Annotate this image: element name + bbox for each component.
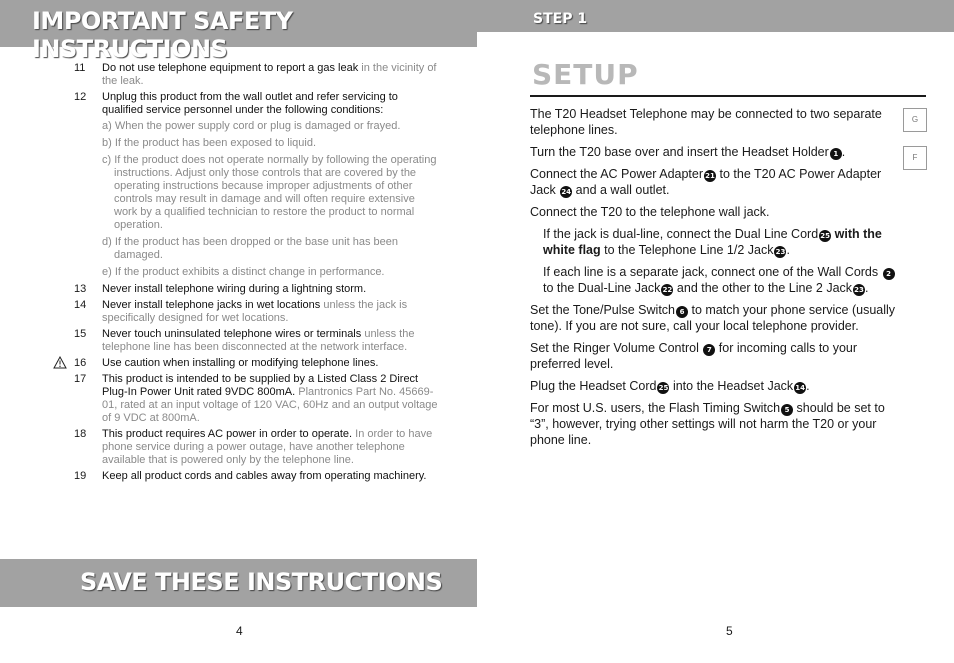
- item-rest: Plantronics Part No. 45669-01, rated at an input voltage of 120 VAC, 60Hz and an output voltage of 9 VDC at 800mA.: [102, 386, 438, 424]
- safety-list: [64, 62, 439, 486]
- callout-badge: 6: [676, 306, 688, 318]
- save-instructions-banner: [0, 559, 477, 607]
- language-tab-g[interactable]: G: [903, 108, 927, 132]
- callout-badge: 5: [781, 404, 793, 416]
- list-item: [64, 283, 439, 296]
- paragraph: If each line is a separate jack, connect one of the Wall Cords 2 to the Dual-Line Jack 22 and the other to the Line 2 Jack 23.: [530, 264, 902, 296]
- list-item: [64, 328, 439, 354]
- item-lead: Use caution when installing or modifying telephone lines.: [102, 357, 379, 369]
- callout-badge: 23: [854, 286, 864, 294]
- item-lead: Never install telephone jacks in wet locations: [102, 299, 321, 311]
- callout-badge: 21: [705, 172, 715, 180]
- item-rest: In order to have phone service during a power outage, have another telephone available that is powered only by the telephone line.: [102, 428, 433, 466]
- paragraph: Set the Tone/Pulse Switch 6 to match your phone service (usually tone). If you are not sure, call your local telephone provider.: [530, 303, 896, 333]
- callout-badge: 25: [820, 232, 831, 240]
- page-number-right: 5: [726, 624, 733, 638]
- setup-instructions: [530, 106, 902, 454]
- callout-badge: 25: [658, 384, 669, 392]
- sub-item: d) If the product has been dropped or the base unit has been damaged.: [102, 236, 398, 261]
- callout-badge: 14: [795, 384, 806, 392]
- item-lead: Do not use telephone equipment to report a gas leak: [102, 62, 359, 74]
- list-item: [64, 357, 439, 370]
- callout-badge: 1: [830, 148, 842, 160]
- warning-triangle-icon: [53, 356, 67, 369]
- paragraph: If the jack is dual-line, connect the Dual Line Cord 25 with the white flag to the Telephone Line 1/2 Jack 23.: [543, 227, 882, 257]
- item-number: 11: [74, 62, 86, 74]
- paragraph: Turn the T20 base over and insert the Headset Holder 1 .: [530, 145, 846, 159]
- list-item: [64, 299, 439, 325]
- sub-item: e) If the product exhibits a distinct change in performance.: [102, 266, 385, 278]
- item-rest: unless the telephone line has been disconnected at the network interface.: [102, 328, 415, 353]
- callout-badge: 7: [703, 344, 715, 356]
- list-item: [64, 428, 439, 467]
- item-number: 16: [74, 357, 87, 369]
- item-number: 17: [74, 373, 87, 385]
- item-lead: Keep all product cords and cables away from operating machinery.: [102, 470, 427, 482]
- save-title: SAVE THESE INSTRUCTIONS: [80, 568, 443, 596]
- callout-badge: 24: [561, 188, 572, 196]
- safety-title: IMPORTANT SAFETY INSTRUCTIONS: [32, 7, 293, 63]
- step-bar: [477, 0, 954, 32]
- item-number: 15: [74, 328, 87, 340]
- safety-banner: [0, 0, 477, 63]
- paragraph: Connect the AC Power Adapter 21 to the T20 AC Power Adapter Jack 24 and a wall outlet.: [530, 167, 882, 197]
- item-rest: unless the jack is specifically designed for wet locations.: [102, 299, 408, 324]
- sub-item: c) If the product does not operate normally by following the operating instructions. Adjust only those controls that are covered by the operating instructions because improper adjustments of other controls may result in damage and will often require extensive work by a qualified technician to restore the product to normal operation.: [102, 154, 437, 231]
- item-number: 12: [74, 91, 87, 103]
- item-rest: in the vicinity of the leak.: [102, 62, 437, 87]
- paragraph: For most U.S. users, the Flash Timing Switch 5 should be set to “3”, however, trying other settings will not harm the T20 or your phone line.: [530, 401, 885, 447]
- item-lead: Never install telephone wiring during a lightning storm.: [102, 283, 367, 295]
- callout-badge: 22: [662, 286, 673, 294]
- list-item: [64, 91, 439, 279]
- callout-badge: 2: [883, 268, 895, 280]
- item-number: 14: [74, 299, 87, 311]
- step-label: STEP 1: [533, 11, 588, 27]
- sub-item: a) When the power supply cord or plug is damaged or frayed.: [102, 120, 401, 132]
- page-number-left: 4: [236, 624, 243, 638]
- list-item: [64, 470, 439, 483]
- list-item: [64, 62, 439, 88]
- sub-item: b) If the product has been exposed to liquid.: [102, 137, 317, 149]
- paragraph: Connect the T20 to the telephone wall jack.: [530, 205, 770, 219]
- item-number: 13: [74, 283, 87, 295]
- item-lead: Never touch uninsulated telephone wires or terminals: [102, 328, 362, 340]
- title-divider: [530, 95, 926, 97]
- paragraph: The T20 Headset Telephone may be connected to two separate telephone lines.: [530, 107, 882, 137]
- list-item: [64, 373, 439, 425]
- callout-badge: 23: [775, 248, 786, 256]
- item-lead: Unplug this product from the wall outlet and refer servicing to qualified service personnel under the following conditions:: [102, 91, 398, 116]
- setup-title: SETUP: [532, 58, 639, 91]
- item-number: 18: [74, 428, 87, 440]
- paragraph: Set the Ringer Volume Control 7 for incoming calls to your preferred level.: [530, 341, 858, 371]
- item-number: 19: [74, 470, 87, 482]
- item-lead: This product is intended to be supplied by a Listed Class 2 Direct Plug-In Power Unit rated 9VDC 800mA.: [102, 373, 419, 398]
- item-lead: This product requires AC power in order to operate.: [102, 428, 353, 440]
- paragraph: Plug the Headset Cord 25 into the Headset Jack 14.: [530, 379, 810, 393]
- language-tab-f[interactable]: F: [903, 146, 927, 170]
